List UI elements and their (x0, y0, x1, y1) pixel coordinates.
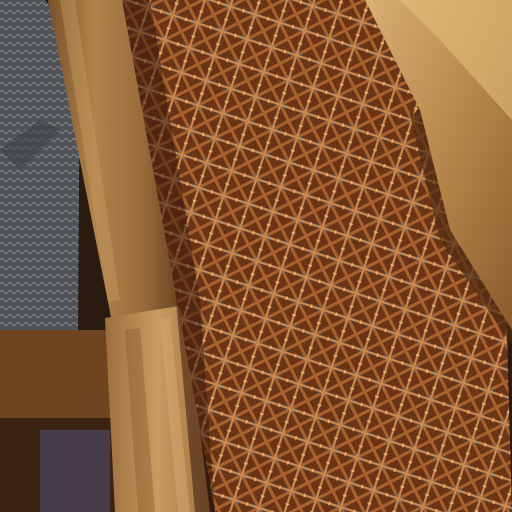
floor-glimpse (40, 430, 110, 512)
